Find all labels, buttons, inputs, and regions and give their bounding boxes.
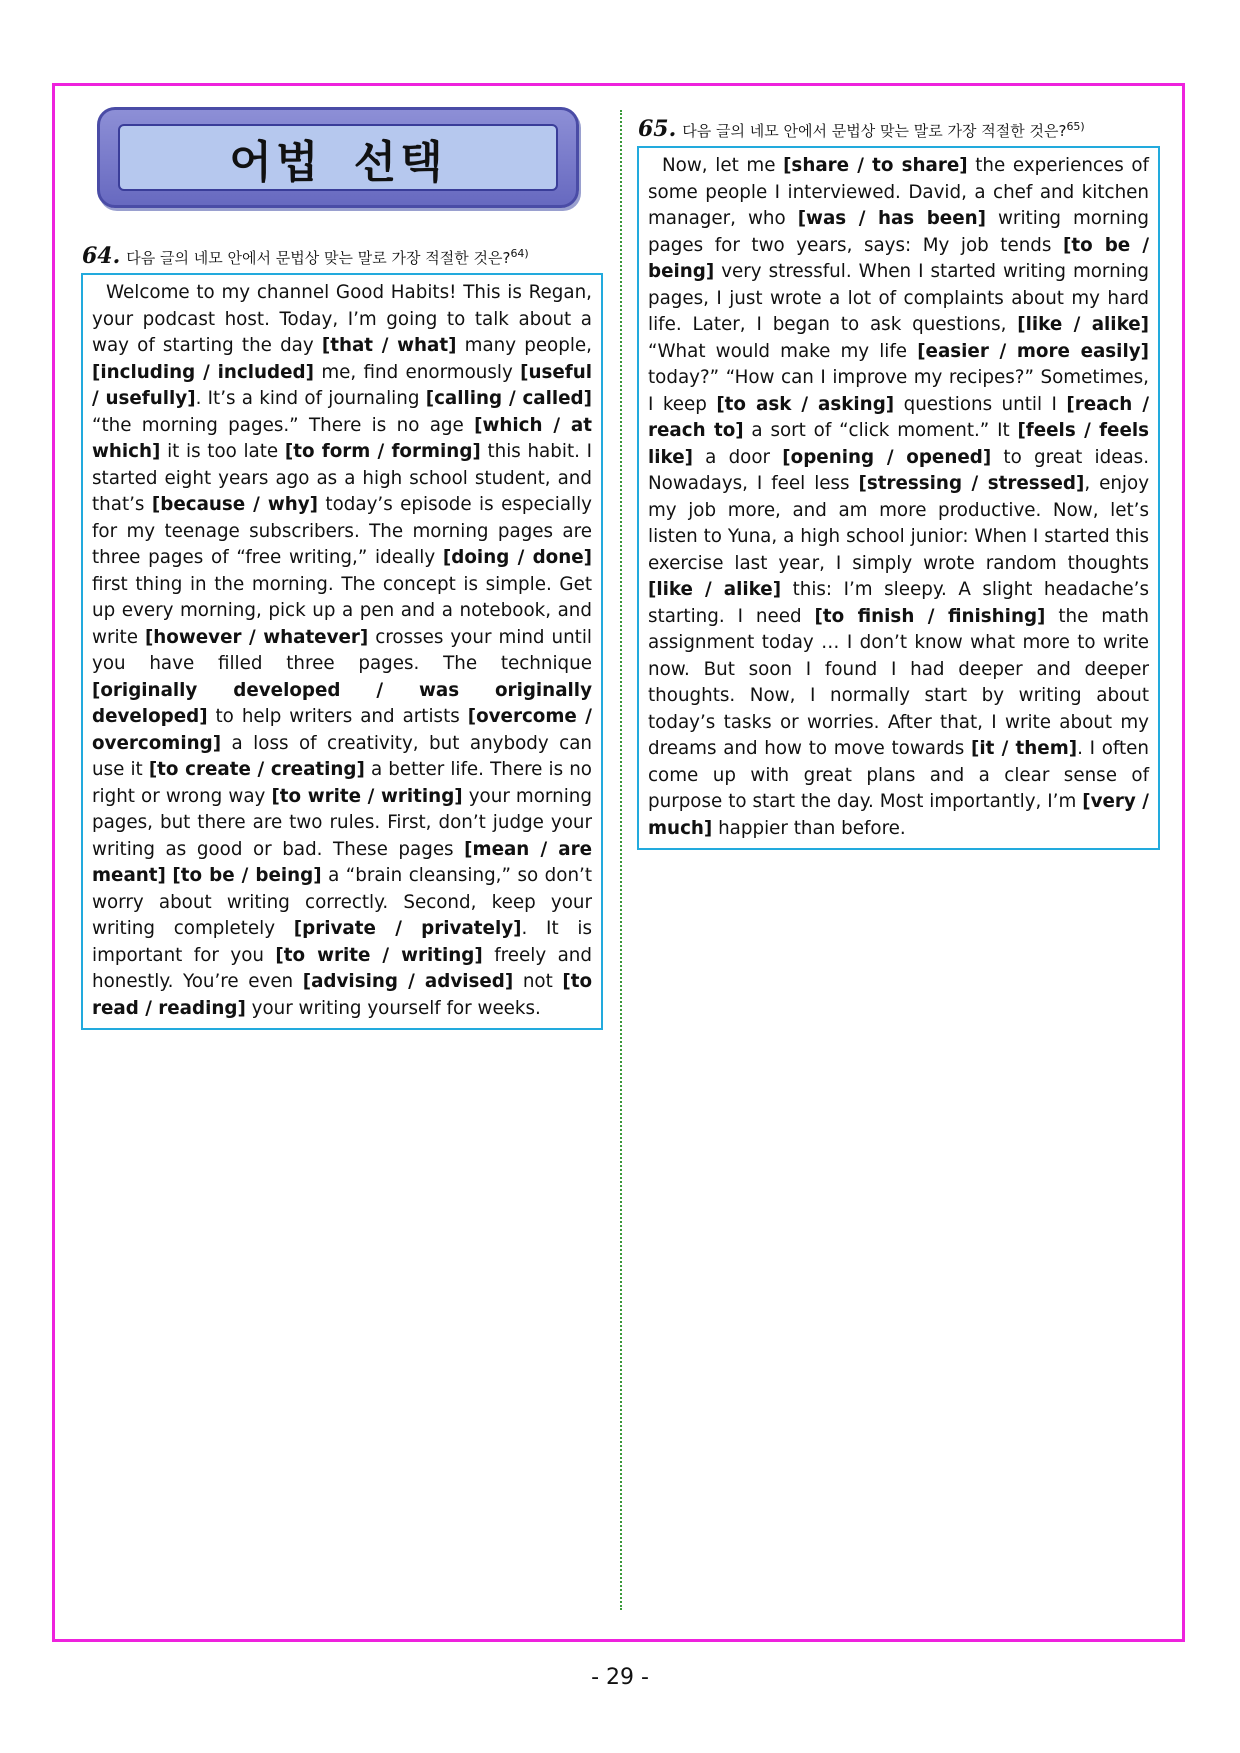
question-65-header [638,116,1085,142]
answer-choice: [reach / reach to] [648,393,1149,441]
answer-choice: [originally developed / was originally developed] [92,679,592,727]
question-prompt: 다음 글의 네모 안에서 문법상 맞는 말로 가장 적절한 것은? [126,249,511,267]
answer-choice: [to form / forming] [284,441,481,462]
footnote-marker: 64) [510,247,529,260]
answer-choice: [to ask / asking] [716,393,895,415]
answer-choice: [like / alike] [648,579,782,600]
passage-box-64 [81,273,603,1030]
column-divider [620,110,622,1610]
answer-choice: [to be / being] [172,865,322,886]
answer-choice: [like / alike] [1017,314,1149,335]
answer-choice: [share / to share] [783,155,968,176]
section-title: 어법 선택 [229,136,447,188]
answer-choice: [to read / reading] [92,971,592,1019]
answer-choice: [however / whatever] [144,626,369,648]
answer-choice: [to finish / finishing] [814,605,1046,627]
answer-choice: [opening / opened] [782,446,992,468]
question-64-header [82,243,529,269]
answer-choice: [it / them] [971,738,1078,759]
passage-text: Welcome to my channel Good Habits! This is Regan, your podcast host. Today, I’m going to talk about a way of starting the day [that / what] many people, [including / included] me, find enormously [useful / usefully]. It’s a kind of journaling [calling / called] “the morning pages.” There is no age [which / at which] it is too late [to form / forming] this habit. I started eight years ago as a high school student, and that’s [because / why] today’s episode is especially for my teenage subscribers. The morning pages are three pages of “free writing,” ideally [doing / done] first thing in the morning. The concept is simple. Get up every morning, pick up a pen and a notebook, and write [however / whatever] crosses your mind until you have filled three pages. The technique [originally developed / was originally developed] to help writers and artists [overcome / overcoming] a loss of creativity, but anybody can use it [to create / creating] a better life. There is no right or wrong way [to write / writing] your morning pages, but there are two rules. First, don’t judge your writing as good or bad. These pages [mean / are meant] [to be / being] a “brain cleansing,” so don’t worry about writing correctly. Second, keep your writing completely [private / privately]. It is important for you [to write / writing] freely and honestly. You’re even [advising / advised] not [to read / reading] your writing yourself for weeks. [92,282,593,1019]
answer-choice: [because / why] [151,494,318,515]
question-number: 65. [638,116,677,142]
answer-choice: [easier / more easily] [917,340,1149,362]
answer-choice: [mean / are meant] [92,838,592,886]
question-number: 64. [82,243,121,269]
passage-box-65 [637,146,1160,850]
answer-choice: [including / included] [92,361,314,383]
section-banner [97,107,579,208]
answer-choice: [which / at which] [92,414,593,462]
answer-choice: [advising / advised] [302,971,514,992]
answer-choice: [that / what] [321,335,457,356]
answer-choice: [calling / called] [425,388,593,409]
answer-choice: [to be / being] [648,234,1149,282]
passage-text: Now, let me [share / to share] the experiences of some people I interviewed. David, a chef and kitchen manager, who [was / has been] writing morning pages for two years, says: My job tends [to be / being] very stressful. When I started writing morning pages, I just wrote a lot of complaints about my hard life. Later, I began to ask questions, [like / alike] “What would make my life [easier / more easily] today?” “How can I improve my recipes?” Sometimes, I keep [to ask / asking] questions until I [reach / reach to] a sort of “click moment.” It [feels / feels like] a door [opening / opened] to great ideas. Nowadays, I feel less [stressing / stressed], enjoy my job more, and am more productive. Now, let’s listen to Yuna, a high school junior: When I started this exercise last year, I simply wrote random thoughts [like / alike] this: I’m sleepy. A slight headache’s starting. I need [to finish / finishing] the math assignment today … I don’t know what more to write now. But soon I found I had deeper and deeper thoughts. Now, I normally start by writing about today’s tasks or worries. After that, I write about my dreams and how to move towards [it / them]. I often come up with great plans and a clear sense of purpose to start the day. Most importantly, I’m [very / much] happier than before. [648,155,1150,839]
answer-choice: [very / much] [648,791,1149,839]
answer-choice: [useful / usefully] [92,361,592,409]
section-banner-inner [118,124,558,191]
answer-choice: [to write / writing] [271,785,463,807]
answer-choice: [stressing / stressed] [858,473,1085,494]
answer-choice: [overcome / overcoming] [92,706,592,754]
answer-choice: [to create / creating] [148,759,365,780]
answer-choice: [feels / feels like] [648,420,1150,468]
answer-choice: [was / has been] [797,208,986,229]
page-number: - 29 - [591,1665,649,1690]
answer-choice: [doing / done] [442,547,592,568]
footnote-marker: 65) [1066,120,1085,133]
answer-choice: [to write / writing] [275,944,483,966]
answer-choice: [private / privately] [293,918,522,939]
question-prompt: 다음 글의 네모 안에서 문법상 맞는 말로 가장 적절한 것은? [682,122,1067,140]
